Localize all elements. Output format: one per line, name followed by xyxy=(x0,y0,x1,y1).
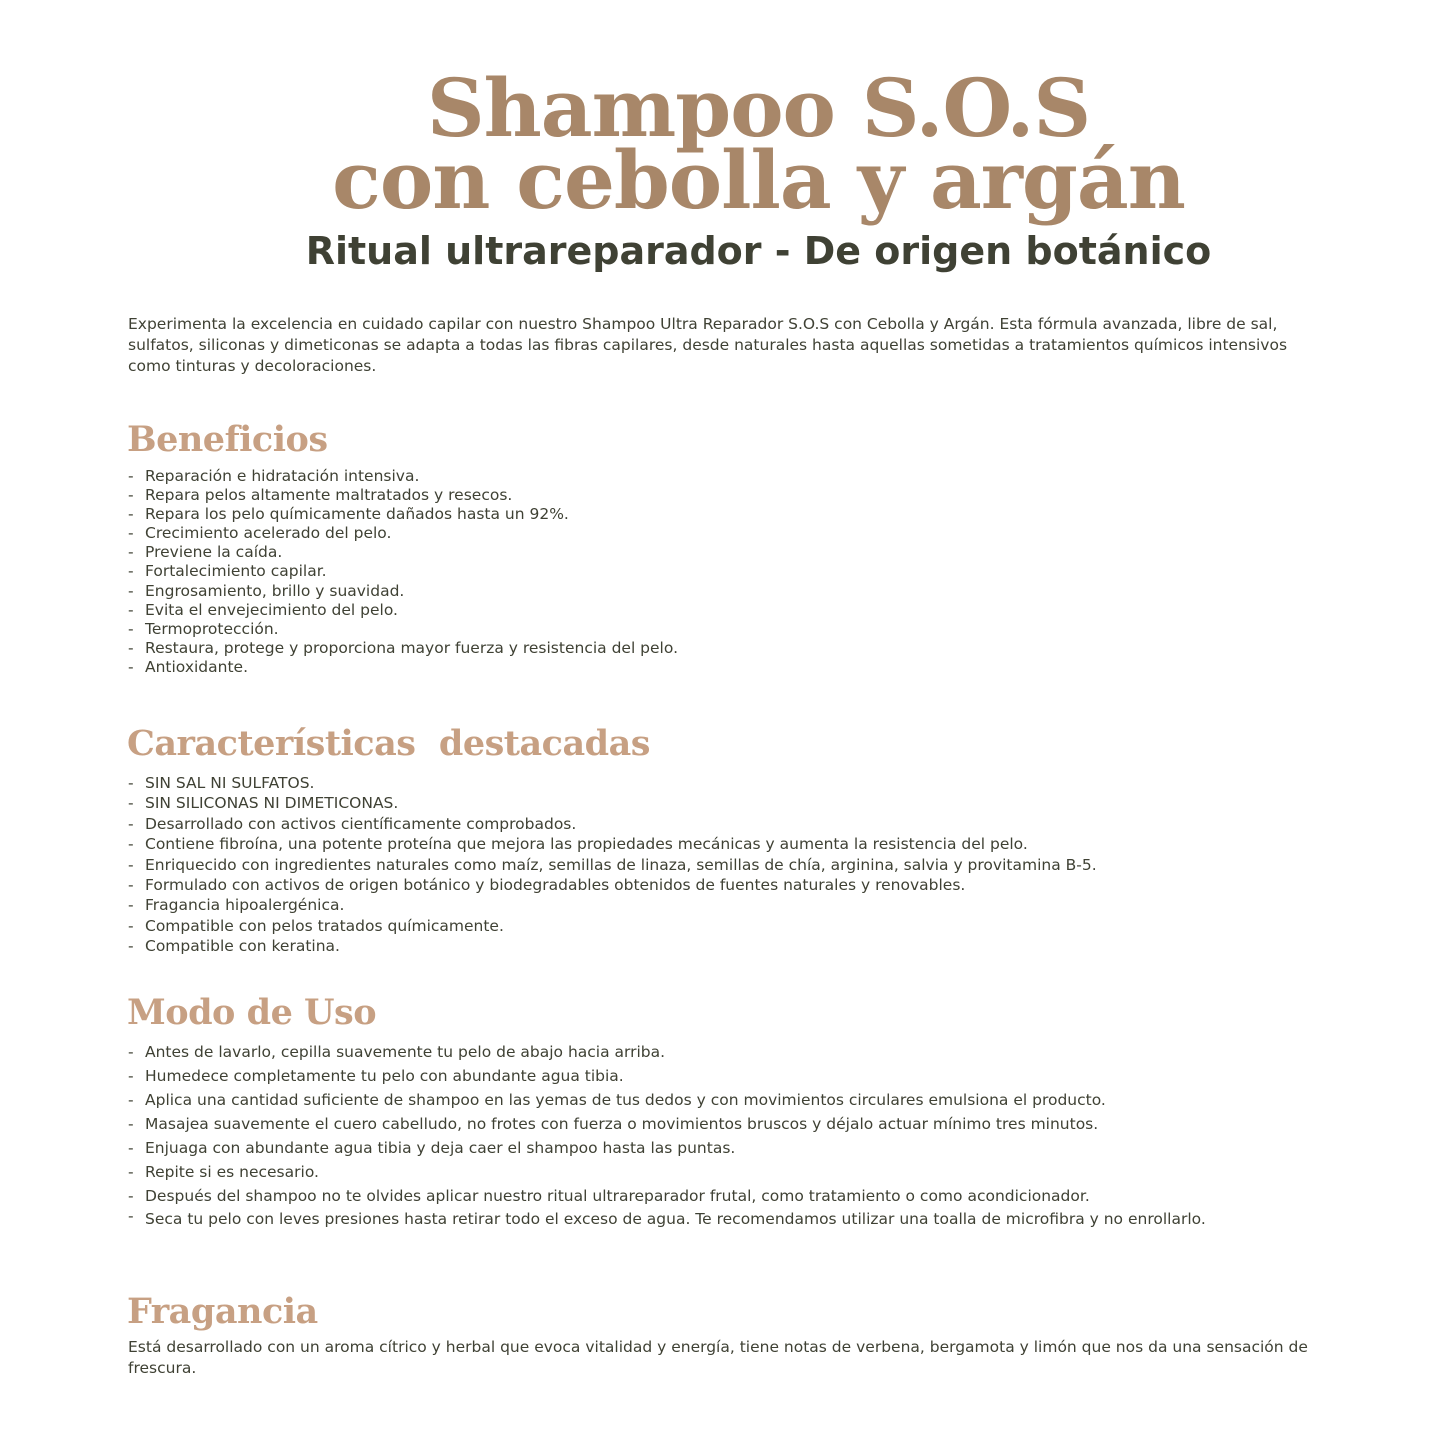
list-item-text: Formulado con activos de origen botánico y biodegradables obtenidos de fuentes naturales y renovables. xyxy=(145,876,966,895)
list-item xyxy=(128,620,1308,639)
bullet-dash: - xyxy=(128,1115,134,1133)
bullet-dash: - xyxy=(128,1139,134,1157)
bullet-dash: - xyxy=(128,1091,134,1109)
bullet-dash: - xyxy=(128,486,134,505)
bullet-dash: - xyxy=(128,937,134,956)
bullet-dash: - xyxy=(128,855,134,874)
bullet-dash: - xyxy=(128,814,134,833)
list-item-text: Aplica una cantidad suficiente de shampoo en las yemas de tus dedos y con movimientos circulares emulsiona el producto. xyxy=(145,1091,1106,1109)
bullet-dash: - xyxy=(128,657,134,676)
list-item xyxy=(128,793,1308,813)
bullet-dash: - xyxy=(128,600,134,619)
list-item-text: Restaura, protege y proporciona mayor fuerza y resistencia del pelo. xyxy=(145,638,678,657)
list-item xyxy=(128,467,1308,486)
bullet-dash: - xyxy=(128,1067,134,1085)
list-item xyxy=(128,855,1308,875)
bullet-dash: - xyxy=(128,543,134,562)
list-item-text: SIN SILICONAS NI DIMETICONAS. xyxy=(145,794,399,813)
bullet-dash: - xyxy=(128,1207,134,1225)
bullet-dash: - xyxy=(128,638,134,657)
list-item xyxy=(128,895,1308,915)
list-item xyxy=(128,814,1308,834)
list-item xyxy=(128,834,1308,854)
list-item-text: Antioxidante. xyxy=(145,657,248,676)
list-item xyxy=(128,1160,1308,1184)
list-item xyxy=(128,875,1308,895)
bullet-dash: - xyxy=(128,467,134,485)
list-item xyxy=(128,486,1308,505)
list-item-text: Reparación e hidratación intensiva. xyxy=(145,467,420,485)
bullet-dash: - xyxy=(128,876,134,895)
list-item xyxy=(128,1088,1308,1112)
list-item-text: Crecimiento acelerado del pelo. xyxy=(145,524,392,543)
fragancia-paragraph: Está desarrollado con un aroma cítrico y herbal que evoca vitalidad y energía, tiene notas de verbena, bergamota y limón que nos da una sensación de frescura. xyxy=(128,1338,1308,1377)
bullet-dash: - xyxy=(128,774,134,792)
list-item xyxy=(128,601,1308,620)
intro-paragraph: Experimenta la excelencia en cuidado capilar con nuestro Shampoo Ultra Reparador S.O.S con Cebolla y Argán. Esta fórmula avanzada, libre de sal, sulfatos, siliconas y dimeticonas se adapta a todas las fibras capilares, desde naturales hasta aquellas sometidas a tratamientos químicos intensivos como tinturas y decoloraciones. xyxy=(128,315,1288,375)
list-item-text: Antes de lavarlo, cepilla suavemente tu pelo de abajo hacia arriba. xyxy=(145,1043,666,1061)
list-item xyxy=(128,658,1308,677)
bullet-dash: - xyxy=(128,794,134,813)
modo-uso-heading: Modo de Uso xyxy=(127,992,377,1033)
list-item-text: Enjuaga con abundante agua tibia y deja caer el shampoo hasta las puntas. xyxy=(145,1139,736,1157)
list-item xyxy=(128,1040,1308,1064)
list-item-text: Desarrollado con activos científicamente comprobados. xyxy=(145,814,577,833)
bullet-dash: - xyxy=(128,896,134,915)
list-item xyxy=(128,1136,1308,1160)
bullet-dash: - xyxy=(128,835,134,854)
bullet-dash: - xyxy=(128,562,134,581)
list-item xyxy=(128,582,1308,601)
beneficios-heading: Beneficios xyxy=(127,419,328,460)
beneficios-list xyxy=(128,467,1308,677)
list-item-text: Repara los pelo químicamente dañados hasta un 92%. xyxy=(145,505,569,524)
product-title-line-2: con cebolla y argán xyxy=(332,133,1185,227)
modo-uso-list xyxy=(128,1040,1308,1228)
list-item xyxy=(128,639,1308,658)
bullet-dash: - xyxy=(128,581,134,600)
list-item-text: Repara pelos altamente maltratados y resecos. xyxy=(145,486,513,505)
bullet-dash: - xyxy=(128,1043,134,1061)
list-item-text: Fortalecimiento capilar. xyxy=(145,562,327,581)
bullet-dash: - xyxy=(128,916,134,935)
list-item xyxy=(128,773,1308,793)
list-item xyxy=(128,1184,1308,1208)
list-item xyxy=(128,916,1308,936)
list-item-text: SIN SAL NI SULFATOS. xyxy=(145,774,315,792)
list-item xyxy=(128,543,1308,562)
caracteristicas-heading: Características destacadas xyxy=(127,723,651,764)
list-item-text: Contiene fibroína, una potente proteína que mejora las propiedades mecánicas y aumenta la resistencia del pelo. xyxy=(145,835,1028,854)
list-item-text: Repite si es necesario. xyxy=(145,1163,319,1181)
bullet-dash: - xyxy=(128,1163,134,1181)
list-item-text: Masajea suavemente el cuero cabelludo, no frotes con fuerza o movimientos bruscos y déjalo actuar mínimo tres minutos. xyxy=(145,1115,1099,1133)
product-title-line-1: Shampoo S.O.S xyxy=(426,61,1091,155)
bullet-dash: - xyxy=(128,1187,134,1205)
list-item-text: Seca tu pelo con leves presiones hasta retirar todo el exceso de agua. Te recomendamos utilizar una toalla de microfibra y no enrollarlo. xyxy=(145,1210,1206,1228)
list-item-text: Enriquecido con ingredientes naturales como maíz, semillas de linaza, semillas de chía, arginina, salvia y provitamina B-5. xyxy=(145,855,1097,874)
list-item-text: Fragancia hipoalergénica. xyxy=(145,896,345,915)
list-item-text: Evita el envejecimiento del pelo. xyxy=(145,600,398,619)
caracteristicas-list xyxy=(128,773,1308,957)
list-item xyxy=(128,1112,1308,1136)
list-item xyxy=(128,524,1308,543)
list-item-text: Después del shampoo no te olvides aplicar nuestro ritual ultrareparador frutal, como tratamiento o como acondicionador. xyxy=(145,1187,1090,1205)
list-item xyxy=(128,505,1308,524)
list-item xyxy=(128,936,1308,956)
list-item xyxy=(128,1064,1308,1088)
bullet-dash: - xyxy=(128,505,134,524)
list-item xyxy=(128,1208,1308,1228)
list-item-text: Termoprotección. xyxy=(145,619,279,638)
bullet-dash: - xyxy=(128,524,134,543)
list-item-text: Engrosamiento, brillo y suavidad. xyxy=(145,581,405,600)
list-item-text: Compatible con pelos tratados químicamente. xyxy=(145,916,504,935)
fragancia-heading: Fragancia xyxy=(127,1291,318,1332)
list-item-text: Compatible con keratina. xyxy=(145,937,340,956)
list-item-text: Previene la caída. xyxy=(145,543,283,562)
list-item-text: Humedece completamente tu pelo con abundante agua tibia. xyxy=(145,1067,624,1085)
bullet-dash: - xyxy=(128,619,134,638)
product-subtitle: Ritual ultrareparador - De origen botánico xyxy=(305,229,1212,273)
list-item xyxy=(128,562,1308,581)
